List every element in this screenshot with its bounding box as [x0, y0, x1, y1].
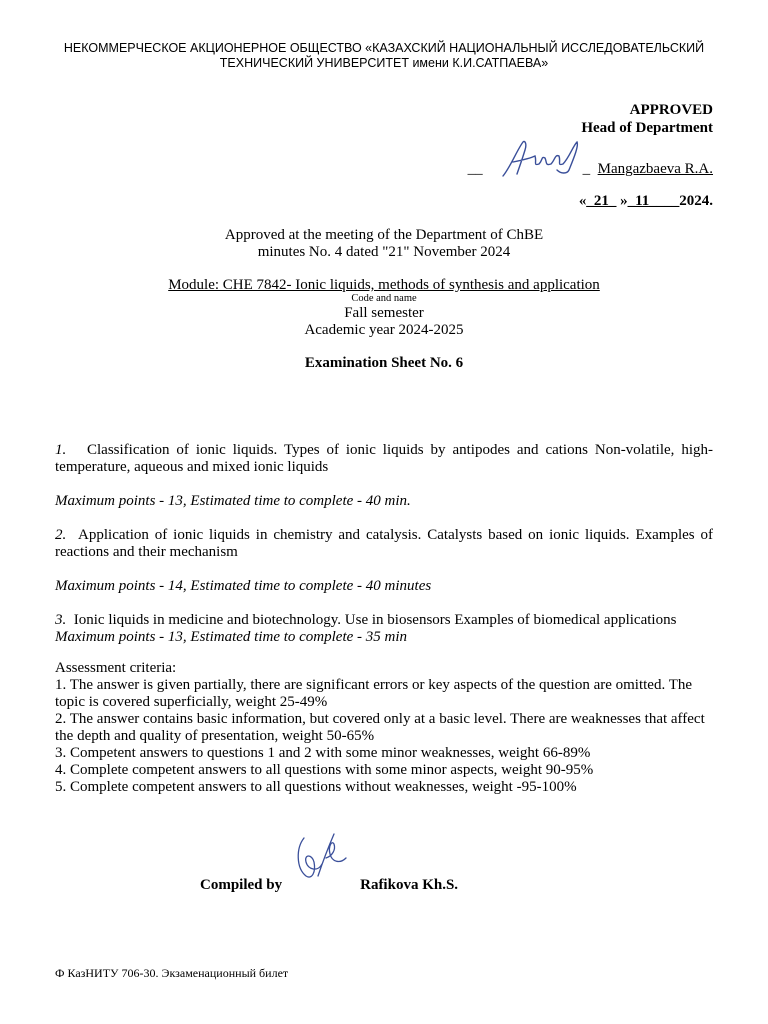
- meeting-line-1: Approved at the meeting of the Department of ChBE: [224, 227, 544, 243]
- university-header: [40, 41, 728, 71]
- approval-block: [581, 101, 713, 137]
- date-day: _21_: [586, 193, 617, 209]
- date-open-quote: «: [578, 193, 587, 209]
- approver-role: Head of Department: [581, 120, 713, 136]
- compiler-name: Rafikova Kh.S.: [360, 877, 459, 893]
- code-caption: Code and name: [351, 293, 417, 304]
- question-2-points: Maximum points - 14, Estimated time to complete - 40 minutes: [55, 578, 432, 594]
- question-text: Application of ionic liquids in chemistry and catalysis. Catalysts based on ionic liquids. Examples of reactions and their mechanism: [55, 527, 713, 560]
- meeting-note: [40, 227, 728, 261]
- criteria-item: 1. The answer is given partially, there are significant errors or key aspects of the question are omitted. The topic is covered superficially, weight 25-49%: [55, 677, 693, 710]
- assessment-criteria: [55, 660, 720, 796]
- meeting-line-2: minutes No. 4 dated "21" November 2024: [257, 244, 511, 260]
- question-text: Classification of ionic liquids. Types of ionic liquids by antipodes and cations Non-volatile, high-temperature, aqueous and mixed ionic liquids: [55, 442, 713, 475]
- date-close-quote: »: [620, 193, 628, 209]
- org-line-1: НЕКОММЕРЧЕСКОЕ АКЦИОНЕРНОЕ ОБЩЕСТВО «КАЗАХСКИЙ НАЦИОНАЛЬНЫЙ ИССЛЕДОВАТЕЛЬСКИЙ: [63, 41, 705, 55]
- exam-sheet-title: Examination Sheet No. 6: [304, 355, 464, 371]
- question-3: [55, 612, 713, 629]
- approved-label: APPROVED: [629, 102, 713, 118]
- question-1: [55, 442, 713, 476]
- question-number: 3.: [55, 612, 67, 628]
- module-label: Module: CHE 7842- Ionic liquids, methods of synthesis and application: [168, 277, 600, 293]
- approver-name: Mangazbaeva R.A.: [597, 161, 713, 177]
- academic-year: Academic year 2024-2025: [304, 322, 464, 338]
- question-2: [55, 527, 713, 561]
- org-line-2: ТЕХНИЧЕСКИЙ УНИВЕРСИТЕТ имени К.И.САТПАЕВА»: [219, 56, 549, 70]
- criteria-item: 5. Complete competent answers to all questions without weaknesses, weight -95-100%: [55, 779, 577, 795]
- approval-date: [579, 193, 713, 210]
- compiled-by: [200, 877, 458, 894]
- criteria-title: Assessment criteria:: [55, 660, 177, 676]
- question-text: Ionic liquids in medicine and biotechnology. Use in biosensors Examples of biomedical applications: [73, 612, 677, 628]
- question-list: [55, 442, 713, 646]
- semester: Fall semester: [344, 305, 424, 321]
- question-number: 1.: [55, 442, 67, 458]
- criteria-item: 3. Competent answers to questions 1 and 2 with some minor weaknesses, weight 66-89%: [55, 745, 591, 761]
- form-footer: Ф КазНИТУ 706-30. Экзаменационный билет: [55, 966, 289, 980]
- question-3-points: Maximum points - 13, Estimated time to complete - 35 min: [55, 629, 408, 645]
- question-1-points: Maximum points - 13, Estimated time to complete - 40 min.: [55, 493, 411, 509]
- signature-blank-prefix: __: [467, 161, 483, 177]
- question-number: 2.: [55, 527, 67, 543]
- compiled-label: Compiled by: [200, 877, 283, 893]
- module-title: [40, 277, 728, 294]
- semester-block: [40, 305, 728, 339]
- criteria-item: 2. The answer contains basic information, but covered only at a basic level. There are weaknesses that affect the depth and quality of presentation, weight 50-65%: [55, 711, 705, 744]
- date-month: _11____: [627, 193, 680, 209]
- signature-blank-suffix: _: [582, 161, 591, 177]
- criteria-item: 4. Complete competent answers to all questions with some minor aspects, weight 90-95%: [55, 762, 594, 778]
- approver-signature-line: [468, 160, 713, 178]
- date-year: 2024.: [679, 193, 713, 209]
